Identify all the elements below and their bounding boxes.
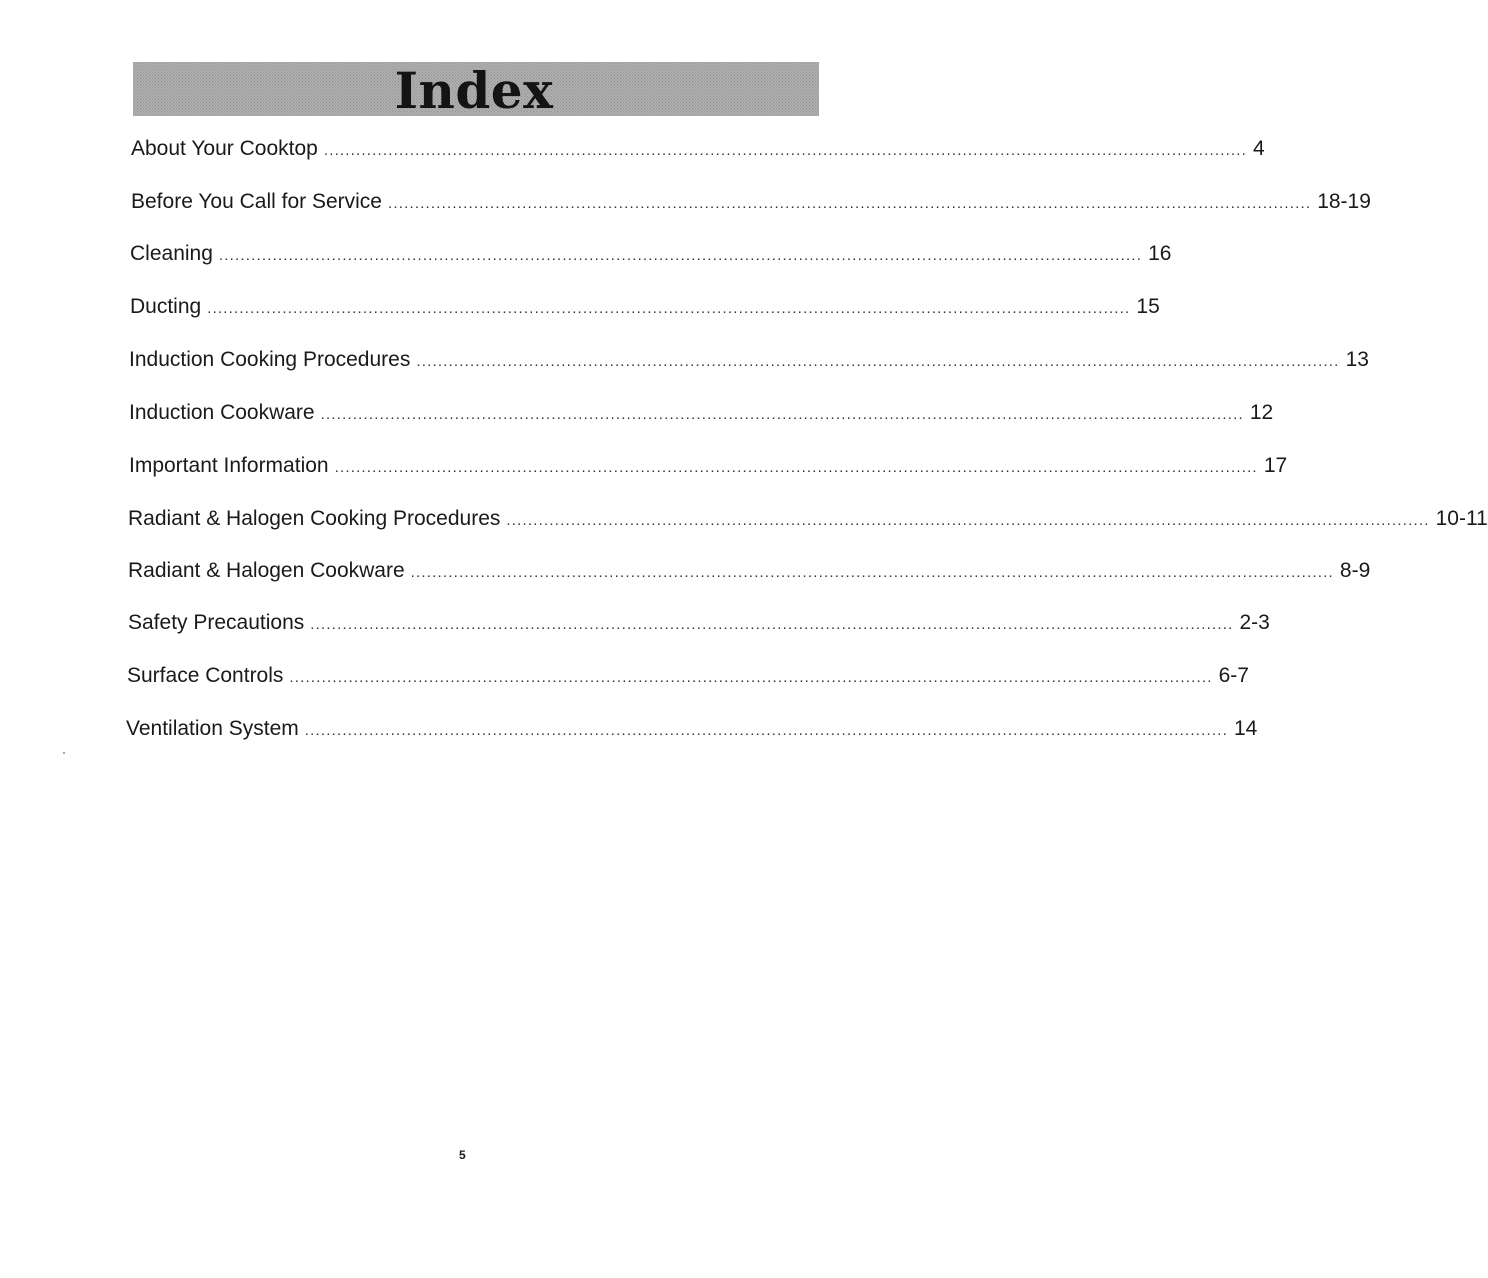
index-entry-induction-cookware xyxy=(129,401,1274,431)
index-entry-label: Before You Call for Service xyxy=(131,190,382,213)
index-entry-label: Radiant & Halogen Cooking Procedures xyxy=(128,507,501,530)
index-entry-important-information xyxy=(129,454,1288,484)
dot-leader: ............................................................................................................................................................................ xyxy=(310,616,1234,633)
index-entry-label: Important Information xyxy=(129,454,329,477)
index-entry-label: Ducting xyxy=(130,295,202,318)
index-entry-about-your-cooktop xyxy=(131,137,1265,167)
index-entry-induction-cooking-procedures xyxy=(129,348,1369,378)
index-entry-page: 16 xyxy=(1148,242,1172,265)
dot-leader: ............................................................................................................................................................................ xyxy=(416,353,1340,370)
dot-leader: ............................................................................................................................................................................ xyxy=(304,722,1228,739)
index-entry-radiant-halogen-cooking-procedures xyxy=(128,507,1488,537)
index-entry-ducting xyxy=(130,295,1160,325)
index-entry-safety-precautions xyxy=(128,611,1270,641)
index-entry-label: About Your Cooktop xyxy=(131,137,318,160)
dot-leader: ............................................................................................................................................................................ xyxy=(410,564,1334,581)
index-entry-page: 15 xyxy=(1136,295,1160,318)
dot-leader: ............................................................................................................................................................................ xyxy=(218,247,1143,264)
page-number: 5 xyxy=(459,1148,466,1162)
index-entry-page: 2-3 xyxy=(1239,611,1270,634)
index-entry-label: Radiant & Halogen Cookware xyxy=(128,559,405,582)
index-entry-page: 8-9 xyxy=(1339,559,1371,582)
index-entry-page: 4 xyxy=(1253,137,1265,160)
dot-leader: ............................................................................................................................................................................ xyxy=(387,195,1312,212)
index-entry-page: 12 xyxy=(1249,401,1274,424)
dot-leader: ............................................................................................................................................................................ xyxy=(334,459,1258,476)
index-entry-surface-controls xyxy=(127,664,1249,694)
index-entry-page: 6-7 xyxy=(1218,664,1249,687)
index-entry-page: 10-11 xyxy=(1435,507,1488,530)
index-entry-cleaning xyxy=(130,242,1172,272)
dot-leader: ............................................................................................................................................................................ xyxy=(207,300,1131,317)
index-entry-label: Safety Precautions xyxy=(128,611,305,634)
page-title: Index xyxy=(394,61,554,120)
index-entry-page: 14 xyxy=(1233,717,1258,740)
index-entry-label: Ventilation System xyxy=(126,717,299,740)
scan-speck xyxy=(63,752,65,754)
index-entry-label: Cleaning xyxy=(130,242,213,265)
index-entry-radiant-halogen-cookware xyxy=(128,559,1371,589)
dot-leader: ............................................................................................................................................................................ xyxy=(323,142,1248,159)
index-entry-label: Induction Cooking Procedures xyxy=(129,348,411,371)
index-entry-page: 18-19 xyxy=(1317,190,1371,213)
index-entry-label: Induction Cookware xyxy=(129,401,315,424)
index-entry-label: Surface Controls xyxy=(127,664,284,687)
dot-leader: ............................................................................................................................................................................ xyxy=(320,406,1244,423)
index-entry-page: 13 xyxy=(1345,348,1369,371)
dot-leader: ............................................................................................................................................................................ xyxy=(506,512,1430,529)
index-entry-ventilation-system xyxy=(126,717,1258,747)
index-entry-before-you-call-for-service xyxy=(131,190,1371,220)
index-entry-page: 17 xyxy=(1263,454,1288,477)
dot-leader: ............................................................................................................................................................................ xyxy=(289,669,1213,686)
